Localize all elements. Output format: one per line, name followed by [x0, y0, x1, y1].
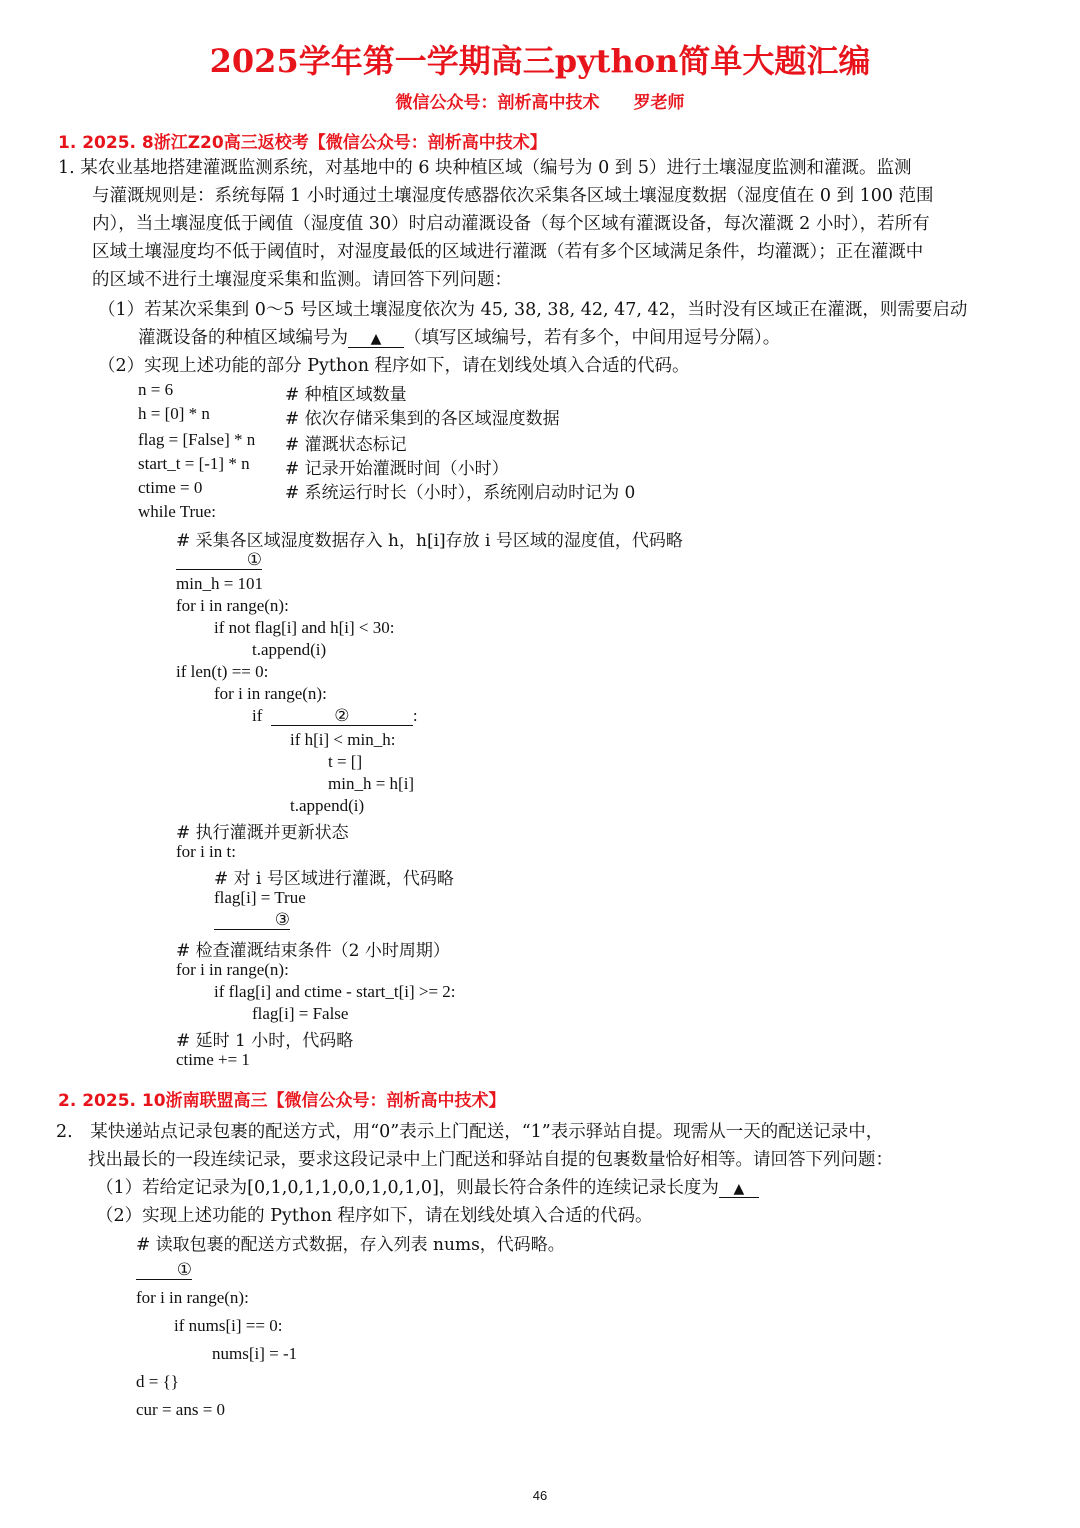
code-line: for i in range(n): [176, 960, 289, 979]
blank-marker: ① [176, 551, 262, 570]
fill-blank-3[interactable] [214, 910, 290, 930]
q2-sub1-line [96, 1174, 759, 1199]
q2-sub1-text: （1）若给定记录为[0,1,0,1,1,0,0,1,0,1,0]，则最长符合条件的连续记录长度为 [96, 1178, 719, 1198]
q1-intro-line: 区域土壤湿度均不低于阈值时，对湿度最低的区域进行灌溉（若有多个区域满足条件，均灌溉）；正在灌溉中 [92, 242, 924, 262]
code-line: t.append(i) [290, 796, 365, 815]
code-line: min_h = 101 [176, 574, 264, 593]
q1-intro-line: 1. 某农业基地搭建灌溉监测系统，对基地中的 6 块种植区域（编号为 0 到 5）进行土壤湿度监测和灌溉。监测 [58, 158, 912, 178]
fill-blank-1[interactable] [176, 550, 262, 570]
code-line: d = {} [136, 1372, 179, 1391]
code-comment: # 种植区域数量 [285, 385, 407, 405]
code-line: flag[i] = False [252, 1004, 349, 1023]
q2-sub2-line: （2）实现上述功能的 Python 程序如下，请在划线处填入合适的代码。 [96, 1206, 653, 1226]
code-comment: # 依次存储采集到的各区域湿度数据 [285, 409, 560, 429]
code-line: t.append(i) [252, 640, 327, 659]
q1-intro-line: 内），当土壤湿度低于阈值（湿度值 30）时启动灌溉设备（每个区域有灌溉设备，每次灌溉 2 小时），若所有 [92, 214, 930, 234]
code-line: if len(t) == 0: [176, 662, 269, 681]
q1-intro-line: 的区域不进行土壤湿度采集和监测。请回答下列问题： [92, 270, 512, 290]
q1-sub1-text: 灌溉设备的种植区域编号为 [138, 328, 348, 348]
code-line: for i in range(n): [136, 1288, 249, 1307]
code-line: nums[i] = -1 [212, 1344, 298, 1363]
code-comment: # 记录开始灌溉时间（小时） [285, 459, 509, 479]
code-line: for i in range(n): [176, 596, 289, 615]
code-line: while True: [138, 502, 216, 521]
code-line: min_h = h[i] [328, 774, 415, 793]
code-line: ctime = 0 [138, 478, 203, 497]
blank-marker: ③ [214, 911, 290, 930]
code-comment: # 读取包裹的配送方式数据，存入列表 nums，代码略。 [136, 1235, 565, 1255]
q2-intro-line: 2. 某快递站点记录包裹的配送方式，用“0”表示上门配送，“1”表示驿站自提。现需从一天的配送记录中， [56, 1122, 884, 1142]
code-line: if h[i] < min_h: [290, 730, 396, 749]
code-line: for i in t: [176, 842, 236, 861]
code-line: for i in range(n): [214, 684, 327, 703]
code-comment: # 检查灌溉结束条件（2 小时周期） [176, 941, 450, 961]
code-line: if not flag[i] and h[i] < 30: [214, 618, 395, 637]
code-line: n = 6 [138, 380, 174, 399]
code-line: flag = [False] * n [138, 430, 256, 449]
document-subtitle: 微信公众号：剖析高中技术 罗老师 [395, 93, 685, 113]
code-line: cur = ans = 0 [136, 1400, 226, 1419]
fill-blank-1[interactable] [136, 1260, 192, 1280]
question-2-heading: 2. 2025. 10浙南联盟高三【微信公众号：剖析高中技术】 [58, 1091, 506, 1111]
q1-sub1-text: （填写区域编号，若有多个，中间用逗号分隔）。 [404, 328, 781, 348]
code-keyword: if [252, 706, 263, 725]
code-line: if nums[i] == 0: [174, 1316, 283, 1335]
q1-sub1-line: （1）若某次采集到 0～5 号区域土壤湿度依次为 45, 38, 38, 42, 47, 42，当时没有区域正在灌溉，则需要启动 [98, 300, 968, 320]
page-number: 46 [532, 1488, 548, 1503]
code-line: t = [] [328, 752, 363, 771]
q2-intro-line: 找出最长的一段连续记录，要求这段记录中上门配送和驿站自提的包裹数量恰好相等。请回答下列问题： [88, 1150, 893, 1170]
answer-blank[interactable]: ▲ [348, 332, 404, 348]
code-line-blank-2 [252, 706, 418, 726]
blank-marker: ① [136, 1261, 192, 1280]
document-title: 2025学年第一学期高三python简单大题汇编 [209, 42, 871, 80]
code-line: if flag[i] and ctime - start_t[i] >= 2: [214, 982, 456, 1001]
code-colon: : [412, 706, 418, 725]
q1-intro-line: 与灌溉规则是：系统每隔 1 小时通过土壤湿度传感器依次采集各区域土壤湿度数据（湿度值在 0 到 100 范围 [92, 186, 934, 206]
code-line: start_t = [-1] * n [138, 454, 250, 473]
code-line: flag[i] = True [214, 888, 306, 907]
answer-blank[interactable]: ▲ [719, 1182, 759, 1198]
question-1-heading: 1. 2025. 8浙江Z20高三返校考【微信公众号：剖析高中技术】 [58, 133, 547, 153]
fill-blank-2[interactable]: ② [271, 707, 413, 726]
code-comment: # 执行灌溉并更新状态 [176, 823, 349, 843]
code-comment: # 灌溉状态标记 [285, 435, 407, 455]
code-comment: # 采集各区域湿度数据存入 h，h[i]存放 i 号区域的湿度值，代码略 [176, 531, 683, 551]
q1-sub1-line-2 [138, 324, 780, 349]
code-comment: # 延时 1 小时，代码略 [176, 1031, 354, 1051]
code-line: ctime += 1 [176, 1050, 250, 1069]
q1-sub2-line: （2）实现上述功能的部分 Python 程序如下，请在划线处填入合适的代码。 [98, 356, 690, 376]
code-comment: # 对 i 号区域进行灌溉，代码略 [214, 869, 454, 889]
code-comment: # 系统运行时长（小时），系统刚启动时记为 0 [285, 483, 636, 503]
code-line: h = [0] * n [138, 404, 210, 423]
